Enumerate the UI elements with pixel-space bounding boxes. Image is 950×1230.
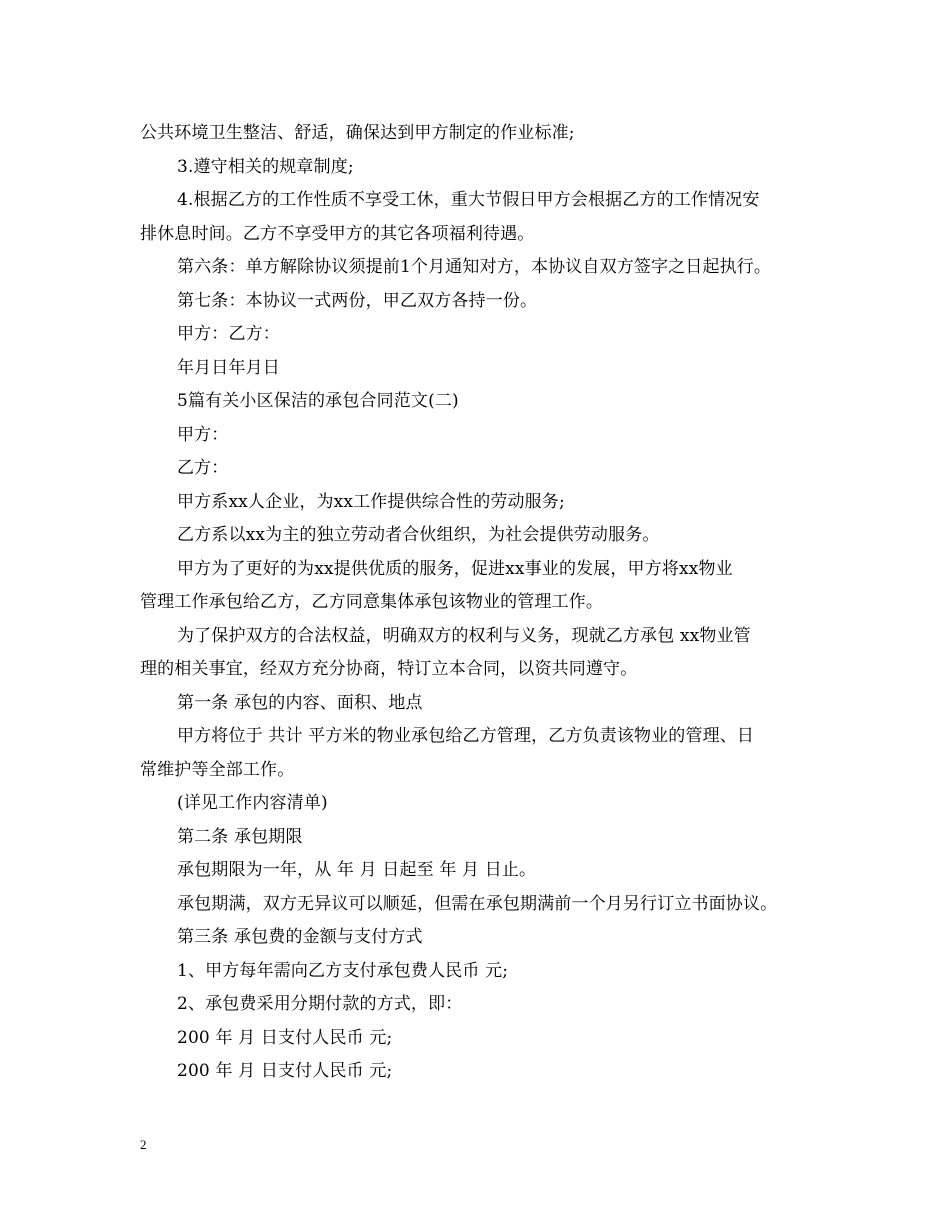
text-line: 2、承包费采用分期付款的方式，即： <box>177 994 463 1014</box>
page-number: 2 <box>140 1137 147 1152</box>
text-line: 5篇有关小区保洁的承包合同范文(二) <box>177 391 459 411</box>
text-line: 乙方系以xx为主的独立劳动者合伙组织，为社会提供劳动服务。 <box>177 525 660 545</box>
text-line: 甲方：乙方： <box>177 324 280 344</box>
text-line: 200 年 月 日支付人民币 元; <box>177 1061 393 1081</box>
text-line: 第二条 承包期限 <box>177 826 303 847</box>
text-line: 1、甲方每年需向乙方支付承包费人民币 元; <box>177 960 509 981</box>
text-line: 3.遵守相关的规章制度; <box>177 156 354 177</box>
text-line: 承包期限为一年，从 年 月 日起至 年 月 日止。 <box>177 860 537 880</box>
text-line: 管理工作承包给乙方，乙方同意集体承包该物业的管理工作。 <box>140 592 604 612</box>
text-line: 第三条 承包费的金额与支付方式 <box>177 927 423 947</box>
text-line: 甲方： <box>177 424 229 445</box>
text-line: 承包期满，双方无异议可以顺延，但需在承包期满前一个月另行订立书面协议。 <box>177 893 778 914</box>
text-line: 理的相关事宜，经双方充分协商，特订立本合同，以资共同遵守。 <box>140 659 638 679</box>
text-line: 甲方为了更好的为xx提供优质的服务，促进xx事业的发展，甲方将xx物业 <box>177 558 733 579</box>
text-line: 排休息时间。乙方不享受甲方的其它各项福利待遇。 <box>140 223 535 244</box>
text-line: 4.根据乙方的工作性质不享受工休，重大节假日甲方会根据乙方的工作情况安 <box>177 190 760 210</box>
document-body <box>140 117 820 1089</box>
text-line: 甲方系xx人企业，为xx工作提供综合性的劳动服务; <box>177 491 565 512</box>
text-line: 常维护等全部工作。 <box>140 759 295 780</box>
text-line: 年月日年月日 <box>177 357 280 378</box>
text-line: 第七条：本协议一式两份，甲乙双方各持一份。 <box>177 290 538 311</box>
text-line: (详见工作内容清单) <box>177 793 328 813</box>
text-line: 第六条：单方解除协议须提前1个月通知对方，本协议自双方签字之日起执行。 <box>177 257 772 277</box>
text-line: 甲方将位于 共计 平方米的物业承包给乙方管理，乙方负责该物业的管理、日 <box>177 726 755 746</box>
text-line: 200 年 月 日支付人民币 元; <box>177 1027 393 1048</box>
text-line: 乙方： <box>177 458 229 478</box>
text-line: 第一条 承包的内容、面积、地点 <box>177 692 423 713</box>
text-line: 为了保护双方的合法权益，明确双方的权利与义务，现就乙方承包 xx物业管 <box>177 625 751 646</box>
text-line: 公共环境卫生整洁、舒适，确保达到甲方制定的作业标准; <box>140 123 575 143</box>
